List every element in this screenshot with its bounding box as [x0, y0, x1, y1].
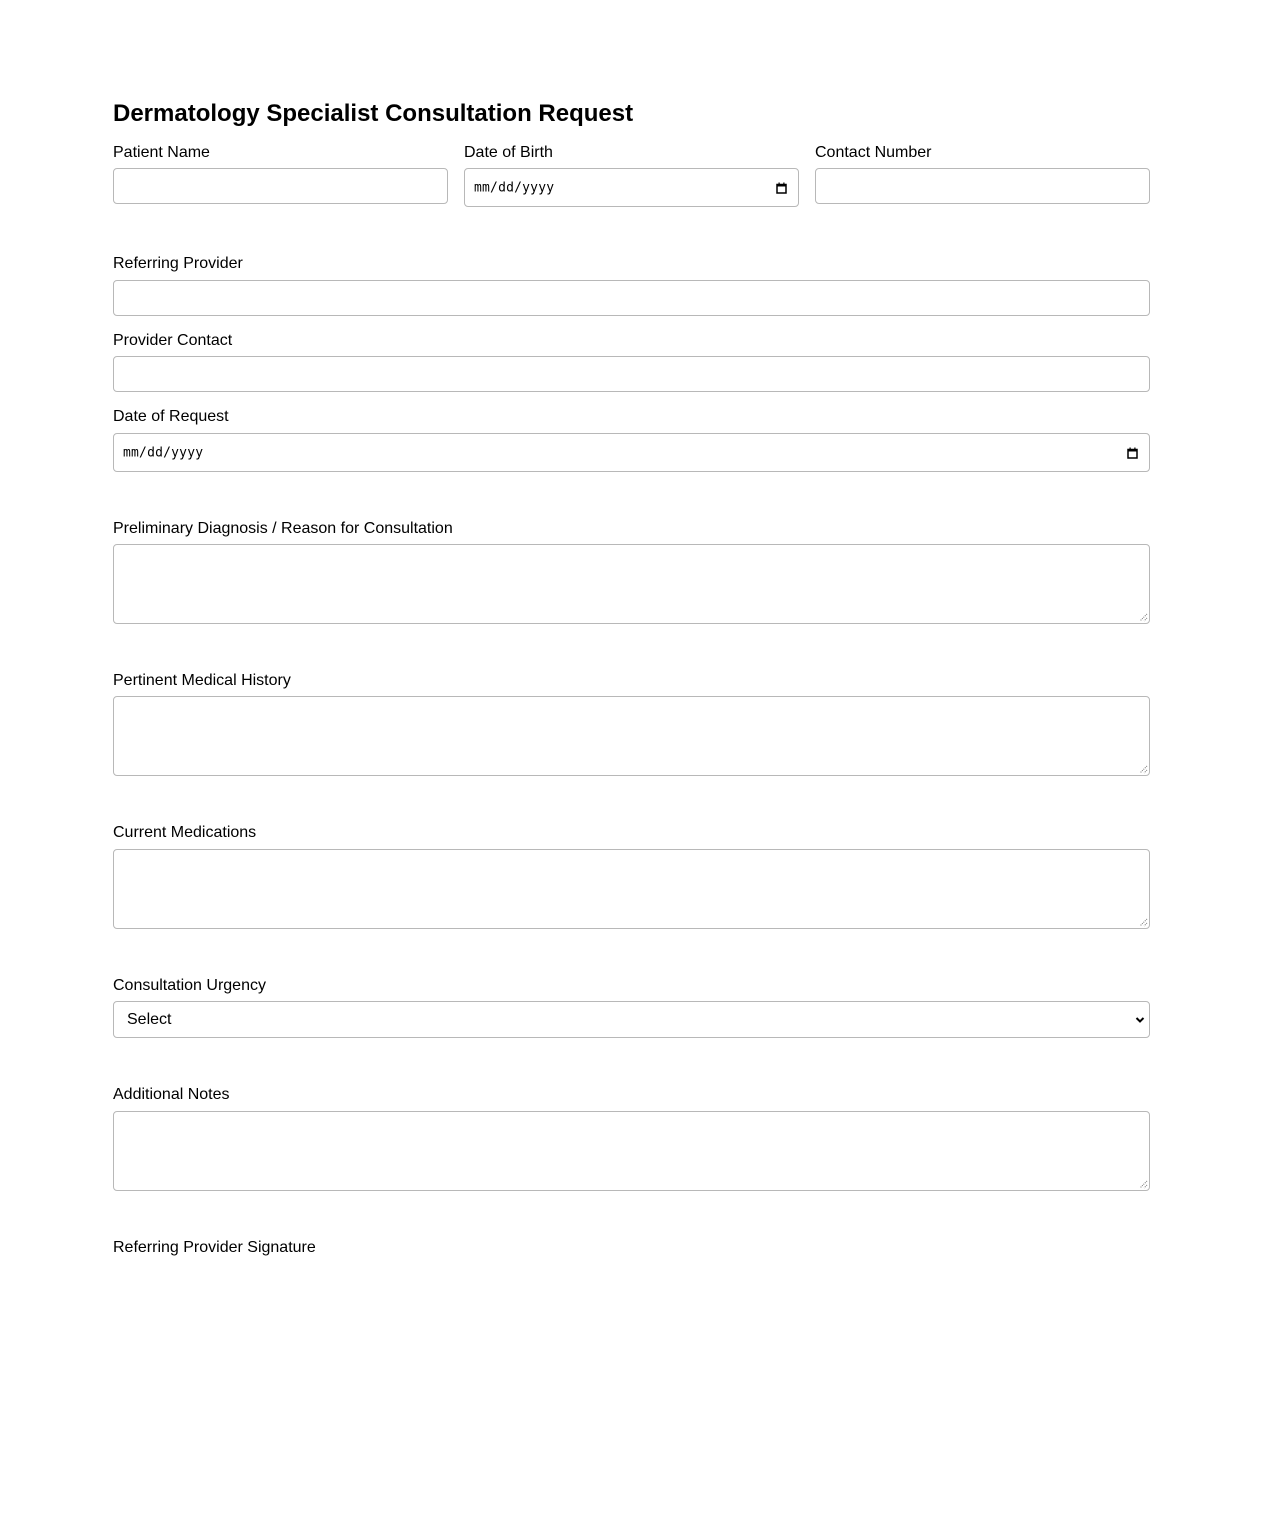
patient-name-input[interactable] [113, 168, 448, 204]
calendar-icon[interactable] [776, 182, 787, 194]
additional-notes-label: Additional Notes [113, 1086, 230, 1103]
consultation-urgency-select[interactable] [113, 1001, 1150, 1038]
contact-number-label: Contact Number [815, 144, 932, 161]
current-medications-textarea[interactable] [113, 849, 1150, 929]
resize-handle-icon[interactable] [1139, 1180, 1148, 1189]
medical-history-textarea[interactable] [113, 696, 1150, 776]
medical-history-label: Pertinent Medical History [113, 672, 291, 689]
date-of-request-label: Date of Request [113, 408, 229, 425]
provider-contact-label: Provider Contact [113, 332, 233, 349]
referring-provider-input[interactable] [113, 280, 1150, 316]
preliminary-diagnosis-textarea[interactable] [113, 544, 1150, 624]
preliminary-diagnosis-label: Preliminary Diagnosis / Reason for Consultation [113, 520, 453, 537]
date-of-request-input[interactable] [113, 433, 1150, 472]
signature-area[interactable] [113, 1263, 1150, 1383]
consultation-urgency-selected: Select [127, 1010, 172, 1028]
chevron-down-icon [1135, 1016, 1145, 1024]
additional-notes-textarea[interactable] [113, 1111, 1150, 1191]
patient-name-label: Patient Name [113, 144, 210, 161]
resize-handle-icon[interactable] [1139, 613, 1148, 622]
page-title: Dermatology Specialist Consultation Request [113, 100, 634, 127]
referring-provider-label: Referring Provider [113, 255, 243, 272]
contact-number-input[interactable] [815, 168, 1150, 204]
provider-contact-input[interactable] [113, 356, 1150, 392]
resize-handle-icon[interactable] [1139, 765, 1148, 774]
resize-handle-icon[interactable] [1139, 918, 1148, 927]
current-medications-label: Current Medications [113, 824, 257, 841]
date-of-birth-input[interactable] [464, 168, 799, 207]
consultation-urgency-label: Consultation Urgency [113, 977, 266, 994]
date-of-birth-placeholder: mm/dd/yyyy [474, 180, 555, 195]
signature-label: Referring Provider Signature [113, 1239, 316, 1256]
date-of-request-placeholder: mm/dd/yyyy [123, 445, 204, 460]
calendar-icon[interactable] [1127, 447, 1138, 459]
date-of-birth-label: Date of Birth [464, 144, 553, 161]
